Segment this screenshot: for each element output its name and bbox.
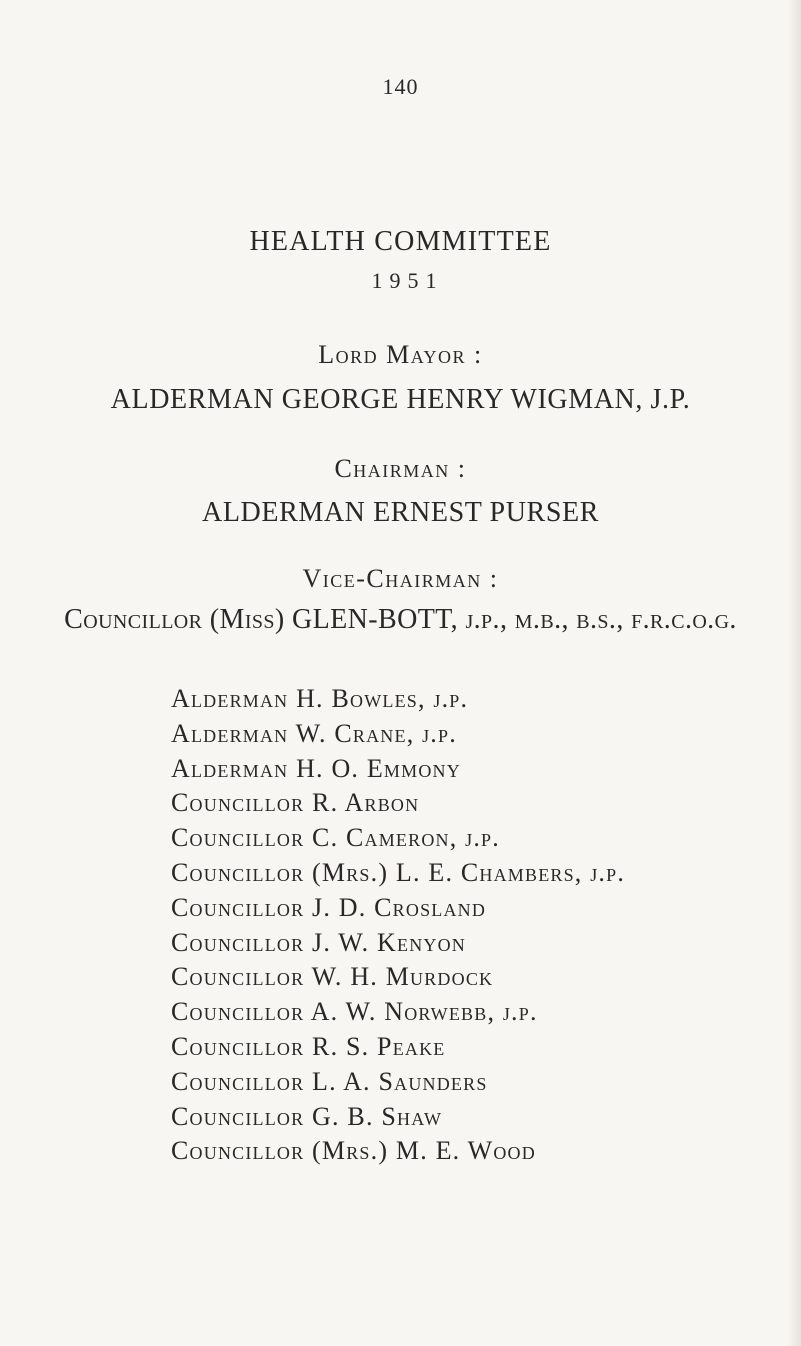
member-item: Councillor G. B. Shaw <box>171 1101 443 1131</box>
member-item: Councillor R. S. Peake <box>171 1031 446 1061</box>
member-list <box>171 682 625 1169</box>
member-item: Councillor (Mrs.) L. E. Chambers, j.p. <box>171 857 626 887</box>
member-item: Councillor J. D. Crosland <box>171 892 487 922</box>
member-item: Councillor R. Arbon <box>171 788 420 818</box>
lord-mayor-name: ALDERMAN GEORGE HENRY WIGMAN, J.P. <box>110 384 691 415</box>
member-item: Councillor J. W. Kenyon <box>171 927 467 957</box>
page-edge-shadow <box>787 0 801 1346</box>
chairman-name: ALDERMAN ERNEST PURSER <box>202 497 599 528</box>
lord-mayor-heading: Lord Mayor : <box>318 340 483 369</box>
member-item: Councillor (Mrs.) M. E. Wood <box>171 1136 536 1166</box>
member-item: Alderman W. Crane, j.p. <box>171 718 457 748</box>
member-item: Councillor C. Cameron, j.p. <box>171 823 500 853</box>
vice-chairman-name: Councillor (Miss) GLEN-BOTT, j.p., m.b., b.s., f.r.c.o.g. <box>64 604 737 635</box>
page-number: 140 <box>382 74 419 99</box>
member-item: Councillor A. W. Norwebb, j.p. <box>171 997 538 1027</box>
document-year: 1951 <box>371 268 444 293</box>
chairman-heading: Chairman : <box>334 454 467 483</box>
member-item: Alderman H. Bowles, j.p. <box>171 684 469 713</box>
document-title: HEALTH COMMITTEE <box>249 226 552 257</box>
member-item: Councillor W. H. Murdock <box>171 962 494 992</box>
member-item: Alderman H. O. Emmony <box>171 753 461 783</box>
member-item: Councillor L. A. Saunders <box>171 1066 488 1096</box>
vice-chairman-heading: Vice-Chairman : <box>302 564 499 593</box>
